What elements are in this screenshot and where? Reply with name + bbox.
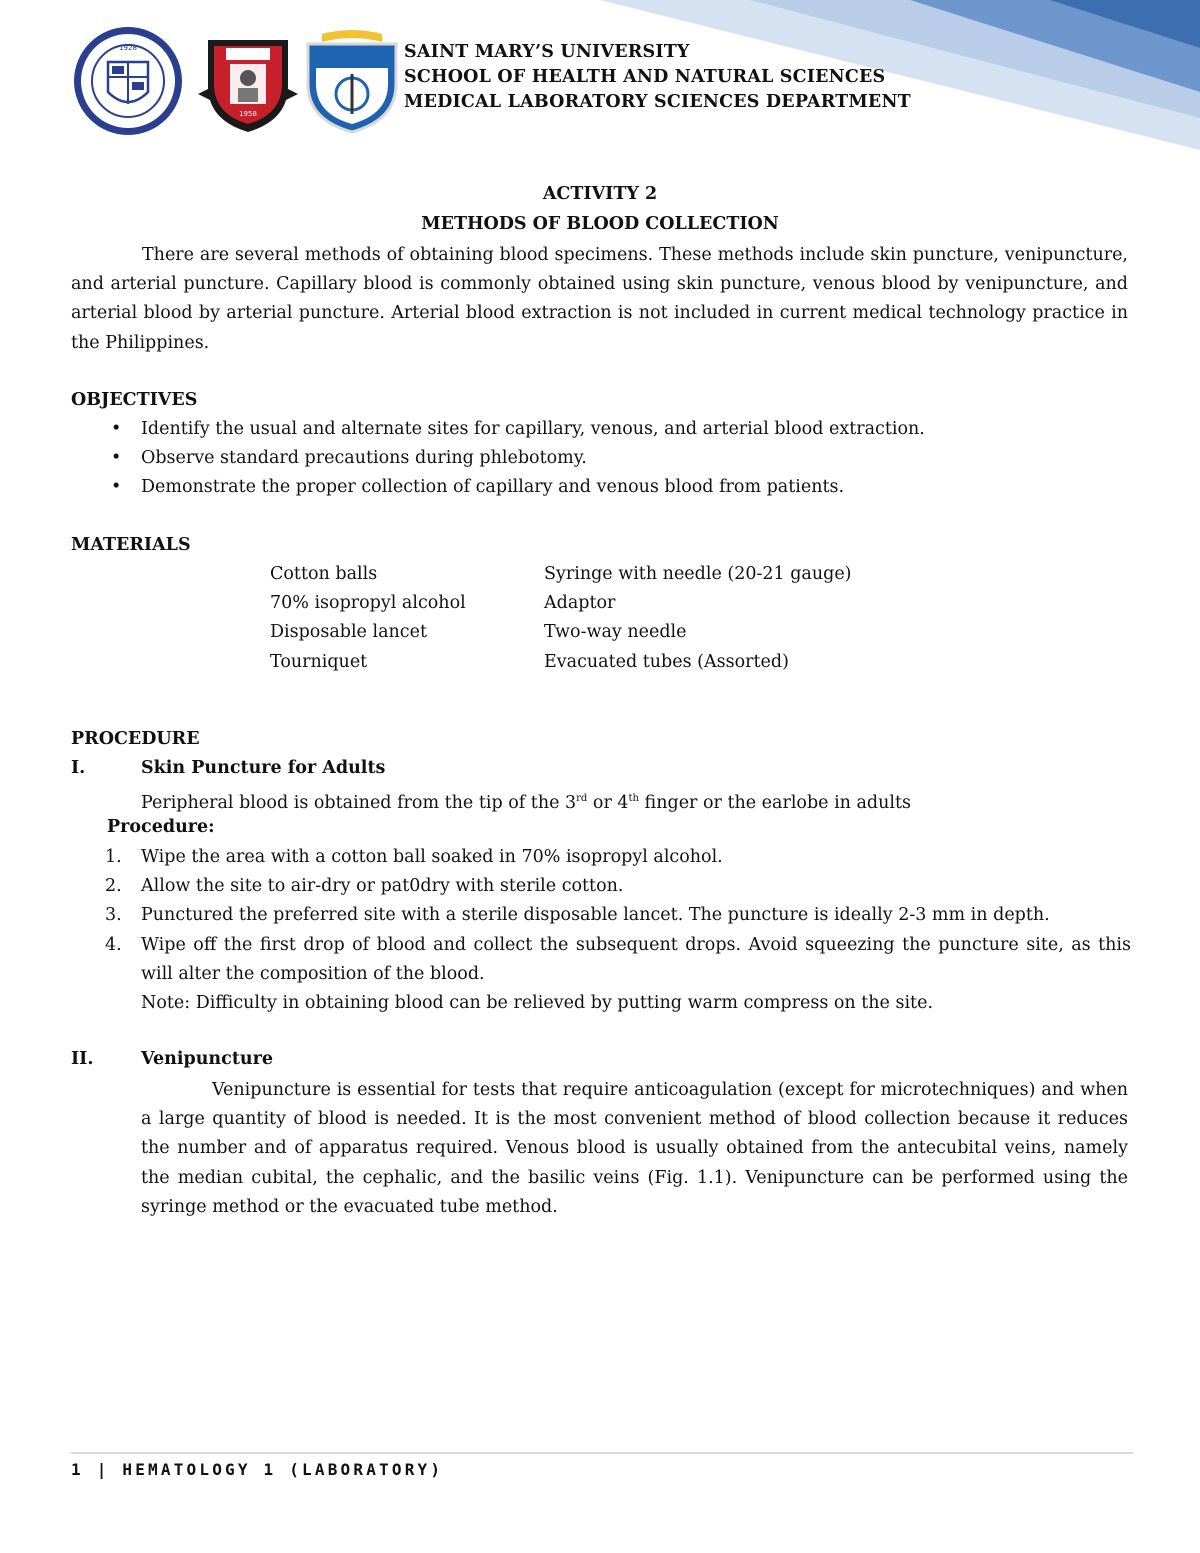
activity-number: ACTIVITY 2 (542, 184, 658, 204)
bullet-icon: • (111, 419, 122, 439)
objectives-heading: OBJECTIVES (71, 390, 198, 410)
materials-column-2 (544, 560, 852, 677)
activity-title: METHODS OF BLOOD COLLECTION (421, 214, 779, 234)
footer-separator: | (96, 1460, 110, 1479)
section-2-number: II. (71, 1049, 94, 1069)
bullet-icon: • (111, 448, 122, 469)
seal-year: 1928 (119, 44, 137, 52)
procedure-heading: PROCEDURE (71, 729, 200, 749)
material-item: Syringe with needle (20-21 gauge) (544, 564, 852, 584)
list-item: 2. Allow the site to air-dry or pat0dry with sterile cotton. (105, 876, 624, 897)
section-1-number: I. (71, 758, 86, 778)
department-name: MEDICAL LABORATORY SCIENCES DEPARTMENT (404, 92, 911, 112)
shield-year: 1958 (239, 110, 257, 118)
list-item: 4. Wipe off the first drop of blood and collect the subsequent drops. Avoid squeezing the puncture site, as this will alter the composition of the blood. (105, 934, 1131, 984)
university-name: SAINT MARY’S UNIVERSITY (404, 42, 690, 62)
material-item: Two-way needle (544, 622, 687, 643)
section-1-description: Peripheral blood is obtained from the tip of the 3rd or 4th finger or the earlobe in adults (141, 792, 912, 813)
list-item: • Observe standard precautions during phlebotomy. (71, 444, 925, 473)
header-institution (404, 40, 911, 115)
bullet-icon: • (111, 477, 122, 498)
material-item: 70% isopropyl alcohol (270, 593, 466, 614)
material-item: Cotton balls (270, 564, 378, 584)
section-2-paragraph: Venipuncture is essential for tests that require anticoagulation (except for microtechniques) and when a large quantity of blood is needed. It is the most convenient method of blood collection because it reduces the number and of apparatus required. Venous blood is usually obtained from the antecubital veins, namely the median cubital, the cephalic, and the basilic veins (Fig. 1.1). Venipuncture can be performed using the syringe method or the evacuated tube method. (141, 1080, 1128, 1217)
material-item: Tourniquet (270, 651, 368, 672)
material-item: Evacuated tubes (Assorted) (544, 651, 789, 672)
section-2-title: Venipuncture (141, 1049, 273, 1069)
school-shield-icon (198, 34, 298, 134)
footer-divider (71, 1452, 1133, 1454)
list-item: 1. Wipe the area with a cotton ball soaked in 70% isopropyl alcohol. (105, 847, 723, 867)
objectives-list (71, 415, 925, 503)
school-name: SCHOOL OF HEALTH AND NATURAL SCIENCES (404, 67, 886, 87)
university-seal-icon (72, 22, 184, 140)
page-footer (71, 1460, 443, 1479)
intro-paragraph: There are several methods of obtaining blood specimens. These methods include skin puncture, venipuncture, and arterial puncture. Capillary blood is commonly obtained using skin puncture, venous blood by venipuncture, and arterial blood by arterial puncture. Arterial blood extraction is not included in current medical technology practice in the Philippines. (71, 245, 1128, 353)
list-item: • Identify the usual and alternate sites for capillary, venous, and arterial blood extraction. (71, 415, 925, 444)
list-item: • Demonstrate the proper collection of capillary and venous blood from patients. (71, 473, 925, 502)
list-item: 3. Punctured the preferred site with a sterile disposable lancet. The puncture is ideally 2-3 mm in depth. (105, 905, 1050, 926)
section-1-title: Skin Puncture for Adults (141, 758, 386, 778)
page-number: 1 (71, 1460, 84, 1479)
course-name: HEMATOLOGY 1 (LABORATORY) (122, 1460, 444, 1479)
procedure-subheading: Procedure: (107, 817, 215, 837)
material-item: Adaptor (544, 593, 616, 614)
department-crest-icon (302, 28, 402, 136)
procedure-steps (71, 843, 1131, 1018)
procedure-note: Note: Difficulty in obtaining blood can be relieved by putting warm compress on the site. (141, 993, 934, 1014)
materials-heading: MATERIALS (71, 535, 191, 555)
materials-column-1 (270, 560, 466, 677)
material-item: Disposable lancet (270, 622, 427, 643)
